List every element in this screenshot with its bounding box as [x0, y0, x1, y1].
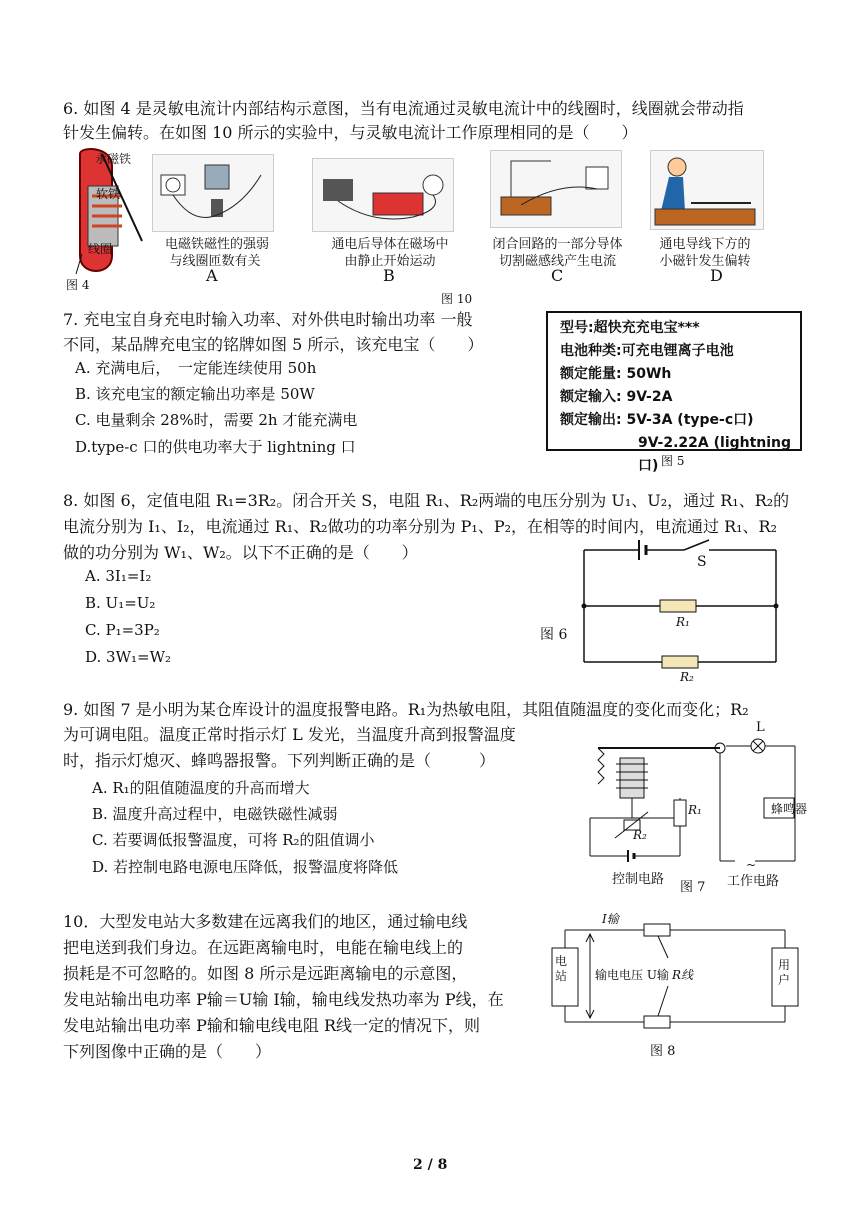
- q7-option-a: A. 充满电后， 一定能连续使用 50h: [75, 359, 317, 377]
- q9-line2: 为可调电阻。温度正常时指示灯 L 发光，当温度升高到报警温度: [63, 725, 516, 744]
- q8-option-c: C. P₁=3P₂: [85, 621, 160, 639]
- q8-line1: 8. 如图 6，定值电阻 R₁=3R₂。闭合开关 S，电阻 R₁、R₂两端的电压分别为 U₁、U₂，通过 R₁、R₂的: [63, 491, 790, 510]
- fig7-caption: 图 7: [680, 880, 706, 895]
- fig6-r1-label: R₁: [676, 615, 690, 629]
- nameplate-input: 额定输入: 9V-2A: [560, 389, 673, 405]
- fig7-lamp-label: L: [756, 720, 765, 735]
- fig10-caption: 图 10: [441, 292, 473, 306]
- fig7-r1-label: R₁: [688, 803, 702, 817]
- fig8-current-label: I输: [602, 912, 619, 926]
- q8-option-b: B. U₁=U₂: [85, 594, 156, 612]
- fig8-caption: 图 8: [650, 1044, 676, 1059]
- q10-line4: 发电站输出电功率 P输＝U输 I输，输电线发热功率为 P线，在: [63, 990, 504, 1009]
- option-d-caption1: 通电导线下方的: [659, 237, 751, 252]
- q9-option-d: D. 若控制电路电源电压降低，报警温度将降低: [92, 858, 399, 876]
- option-c-caption2: 切割磁感线产生电流: [498, 254, 616, 269]
- fig7-work-circuit-label: 工作电路: [727, 874, 780, 889]
- q9-line1: 9. 如图 7 是小明为某仓库设计的温度报警电路。R₁为热敏电阻，其阻值随温度的变化而变化；R₂: [63, 700, 749, 719]
- fig8-station-label: 电站: [555, 954, 568, 983]
- nameplate-battery-type: 电池种类:可充电锂离子电池: [560, 343, 734, 359]
- fig8-voltage-label: 输电电压 U输: [595, 968, 669, 982]
- option-b-caption1: 通电后导体在磁场中: [331, 237, 449, 252]
- fig8-user-label: 用户: [778, 958, 791, 987]
- option-d-letter: D: [710, 266, 723, 285]
- q7-option-c: C. 电量剩余 28%时，需要 2h 才能充满电: [75, 411, 358, 429]
- fig6-circuit-diagram: [584, 540, 784, 670]
- q6-line1: 6. 如图 4 是灵敏电流计内部结构示意图，当有电流通过灵敏电流计中的线圈时，线圈就会带动指: [63, 99, 744, 118]
- q10-line6: 下列图像中正确的是（ ）: [63, 1042, 272, 1061]
- option-d-caption2: 小磁针发生偏转: [659, 254, 751, 269]
- option-b-caption2: 由静止开始运动: [344, 254, 436, 269]
- nameplate-output-typec: 额定输出: 5V-3A (type-c口): [560, 412, 754, 428]
- option-a-letter: A: [206, 266, 218, 285]
- fig6-caption: 图 6: [540, 627, 568, 643]
- q7-line2: 不同，某品牌充电宝的铭牌如图 5 所示，该充电宝（ ）: [63, 335, 484, 354]
- q9-option-c: C. 若要调低报警温度，可将 R₂的阻值调小: [92, 831, 375, 849]
- option-c-letter: C: [551, 266, 564, 285]
- fig4-coil-label: 线圈: [88, 242, 113, 256]
- q7-option-d: D.type-c 口的供电功率大于 lightning 口: [75, 438, 356, 456]
- fig8-resistance-label: R线: [672, 968, 694, 982]
- q10-line3: 损耗是不可忽略的。如图 8 所示是远距离输电的示意图，: [63, 964, 468, 983]
- q10-line5: 发电站输出电功率 P输和输电线电阻 R线一定的情况下，则: [63, 1016, 480, 1035]
- fig7-ac-symbol: ~: [746, 858, 757, 872]
- fig4-galvanometer-diagram: [62, 146, 152, 296]
- option-a-caption2: 与线圈匝数有关: [169, 254, 261, 269]
- q8-line3: 做的功分别为 W₁、W₂。以下不正确的是（ ）: [63, 543, 418, 562]
- option-a-illustration: [152, 154, 274, 232]
- q8-line2: 电流分别为 I₁、I₂，电流通过 R₁、R₂做功的功率分别为 P₁、P₂，在相等的时间内，电流通过 R₁、R₂: [63, 517, 778, 536]
- q9-option-a: A. R₁的阻值随温度的升高而增大: [92, 779, 310, 797]
- fig6-switch-label: S: [697, 554, 707, 570]
- fig4-iron-label: 软铁: [96, 187, 121, 201]
- option-c-illustration: [490, 150, 622, 228]
- fig7-buzzer-label: 蜂鸣器: [771, 802, 808, 816]
- nameplate-output-lightning: 9V-2.22A (lightning口): [638, 435, 792, 474]
- option-d-illustration: [650, 150, 764, 230]
- q6-line2: 针发生偏转。在如图 10 所示的实验中，与灵敏电流计工作原理相同的是（ ）: [63, 123, 638, 142]
- q7-line1: 7. 充电宝自身充电时输入功率、对外供电时输出功率 一般: [63, 310, 473, 329]
- nameplate-energy: 额定能量: 50Wh: [560, 366, 672, 382]
- nameplate-model: 型号:超快充充电宝***: [560, 320, 700, 336]
- q8-option-a: A. 3I₁=I₂: [85, 567, 152, 585]
- option-c-caption1: 闭合回路的一部分导体: [492, 237, 623, 252]
- page-number: 2 / 8: [413, 1157, 448, 1173]
- q10-line2: 把电送到我们身边。在远距离输电时，电能在输电线上的: [63, 938, 464, 957]
- q10-line1: 10．大型发电站大多数建在远离我们的地区，通过输电线: [63, 912, 468, 931]
- q7-option-b: B. 该充电宝的额定输出功率是 50W: [75, 385, 315, 403]
- option-b-illustration: [312, 158, 454, 232]
- q8-option-d: D. 3W₁=W₂: [85, 648, 172, 666]
- fig7-alarm-circuit-diagram: [590, 728, 800, 868]
- fig5-caption: 图 5: [661, 454, 685, 468]
- option-b-letter: B: [383, 266, 395, 285]
- fig6-r2-label: R₂: [680, 670, 694, 684]
- q9-option-b: B. 温度升高过程中，电磁铁磁性减弱: [92, 805, 338, 823]
- q9-line3: 时，指示灯熄灭、蜂鸣器报警。下列判断正确的是（ ）: [63, 751, 496, 770]
- fig4-magnet-label: 永磁铁: [95, 152, 132, 166]
- fig7-control-circuit-label: 控制电路: [612, 872, 665, 887]
- fig7-r2-label: R₂: [633, 828, 647, 842]
- option-a-caption1: 电磁铁磁性的强弱: [165, 237, 270, 252]
- fig4-caption: 图 4: [66, 278, 90, 292]
